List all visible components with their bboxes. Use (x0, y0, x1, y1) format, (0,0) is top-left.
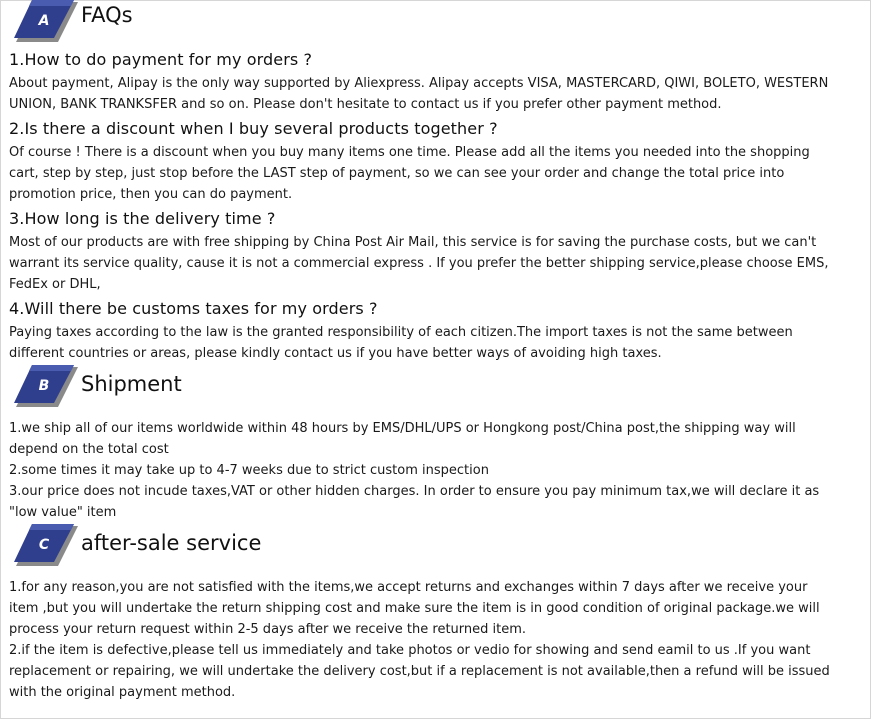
section-header-shipment (14, 365, 614, 411)
faq-answer-3: Most of our products are with free shipping by China Post Air Mail, this service is for saving the purchase costs, but we can't warrant its service quality, cause it is not a commercial express . If you prefer the better shipping service,please choose EMS, FedEx or DHL, (9, 235, 829, 292)
faq-answer-4: Paying taxes according to the law is the granted responsibility of each citizen.The import taxes is not the same between different countries or areas, please kindly contact us if you have better ways of avoiding high taxes. (9, 325, 793, 361)
faq-question-1: 1.How to do payment for my orders ? (9, 50, 313, 69)
section-title-shipment: Shipment (81, 372, 182, 396)
shipment-text: 1.we ship all of our items worldwide within 48 hours by EMS/DHL/UPS or Hongkong post/China post,the shipping way will depend on the total cost 2.some times it may take up to 4-7 weeks due to strict custom inspection 3.our price does not incude taxes,VAT or other hidden charges. In order to ensure you pay minimum tax,we will declare it as "low value" item (9, 421, 820, 520)
badge-letter-b: B (38, 378, 50, 394)
faq-answer-2: Of course ! There is a discount when you buy many items one time. Please add all the items you needed into the shopping cart, step by step, just stop before the LAST step of payment, so we can see your order and change the total price into promotion price, then you can do payment. (9, 145, 810, 202)
section-badge-a-icon (14, 0, 78, 44)
faq-question-2: 2.Is there a discount when I buy several products together ? (9, 119, 498, 138)
section-badge-b-icon (14, 365, 78, 409)
section-title-faqs: FAQs (81, 3, 133, 27)
section-title-after-sale: after-sale service (81, 531, 262, 555)
after-sale-text: 1.for any reason,you are not satisfied with the items,we accept returns and exchanges within 7 days after we receive your item ,but you will undertake the return shipping cost and make sure the item is in good condition of original package.we will process your return request within 2-5 days after we receive the returned item. 2.if the item is defective,please tell us immediately and take photos or vedio for showing and send eamil to us .If you want replacement or repairing, we will undertake the delivery cost,but if a replacement is not available,then a refund will be issued with the original payment method. (9, 580, 830, 700)
badge-letter-c: C (38, 537, 50, 553)
section-header-after-sale (14, 524, 614, 570)
badge-letter-a: A (38, 13, 50, 29)
section-badge-c-icon (14, 524, 78, 568)
faq-question-3: 3.How long is the delivery time ? (9, 209, 276, 228)
faq-answer-1: About payment, Alipay is the only way supported by Aliexpress. Alipay accepts VISA, MASTERCARD, QIWI, BOLETO, WESTERN UNION, BANK TRANKSFER and so on. Please don't hesitate to contact us if you prefer other payment method. (9, 76, 829, 112)
section-header-faqs (14, 0, 614, 46)
faq-question-4: 4.Will there be customs taxes for my orders ? (9, 299, 378, 318)
